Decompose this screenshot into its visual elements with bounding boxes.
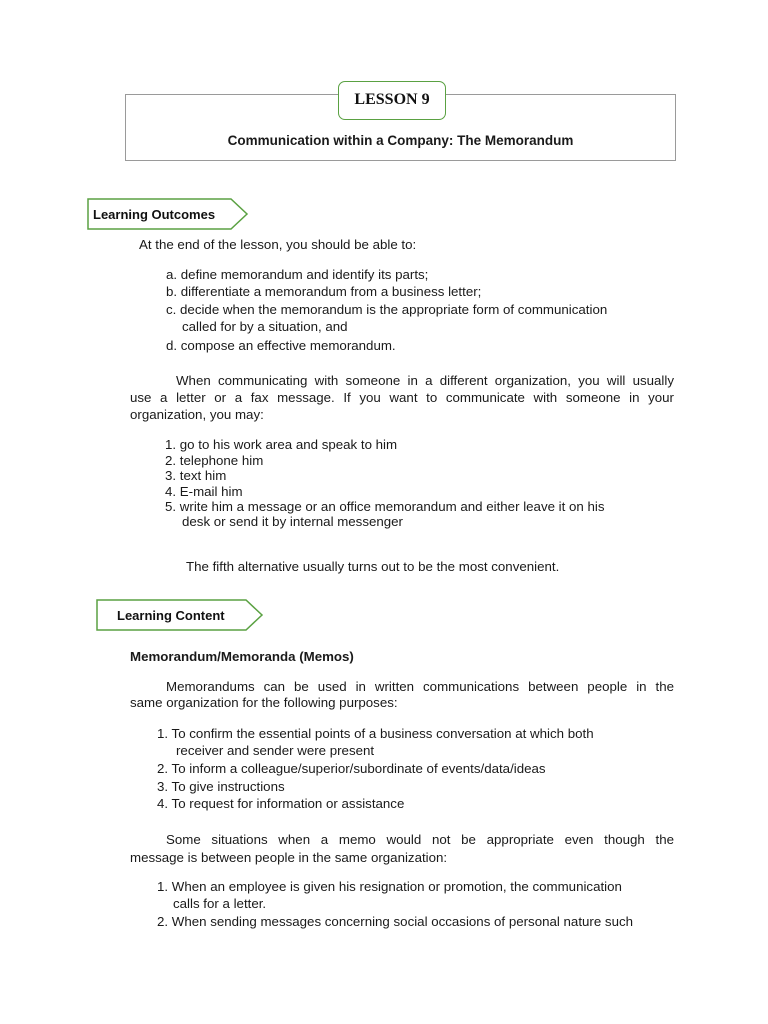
outcome-item: a. define memorandum and identify its parts;	[166, 267, 429, 282]
purposes-paragraph-line: Memorandums can be used in written communications between people in the	[166, 679, 674, 694]
option-item: 4. E-mail him	[165, 484, 243, 499]
outcome-item-continuation: called for by a situation, and	[182, 319, 348, 334]
situation-item: 2. When sending messages concerning social occasions of personal nature such	[157, 914, 634, 929]
situation-item-continuation: calls for a letter.	[173, 896, 267, 911]
intro-paragraph-line: organization, you may:	[130, 407, 264, 422]
option-item-continuation: desk or send it by internal messenger	[182, 514, 403, 529]
purposes-paragraph-line: same organization for the following purposes:	[130, 695, 398, 710]
option-item: 3. text him	[165, 468, 227, 483]
purpose-item: 4. To request for information or assistance	[157, 796, 405, 811]
situations-paragraph-line: message is between people in the same organization:	[130, 850, 448, 865]
lesson-number-label: LESSON 9	[338, 81, 446, 120]
intro-paragraph-line: When communicating with someone in a different organization, you will usually	[176, 373, 674, 388]
purpose-item: 1. To confirm the essential points of a business conversation at which both	[157, 726, 594, 741]
intro-paragraph-line: use a letter or a fax message. If you want to communicate with someone in your	[130, 390, 674, 405]
option-item: 2. telephone him	[165, 453, 264, 468]
situations-paragraph-line: Some situations when a memo would not be appropriate even though the	[166, 832, 674, 847]
option-item: 1. go to his work area and speak to him	[165, 437, 398, 452]
purpose-item: 3. To give instructions	[157, 779, 285, 794]
learning-outcomes-label: Learning Outcomes	[93, 207, 216, 222]
purpose-item-continuation: receiver and sender were present	[176, 743, 375, 758]
outcome-item: c. decide when the memorandum is the appropriate form of communication	[166, 302, 608, 317]
outcomes-intro: At the end of the lesson, you should be able to:	[139, 237, 417, 252]
learning-content-label: Learning Content	[117, 608, 225, 623]
situation-item: 1. When an employee is given his resignation or promotion, the communication	[157, 879, 622, 894]
memorandum-heading: Memorandum/Memoranda (Memos)	[130, 649, 354, 664]
outcome-item: d. compose an effective memorandum.	[166, 338, 396, 353]
fifth-alternative-note: The fifth alternative usually turns out to be the most convenient.	[186, 559, 560, 574]
outcome-item: b. differentiate a memorandum from a business letter;	[166, 284, 482, 299]
option-item: 5. write him a message or an office memorandum and either leave it on his	[165, 499, 605, 514]
purpose-item: 2. To inform a colleague/superior/subordinate of events/data/ideas	[157, 761, 546, 776]
lesson-title: Communication within a Company: The Memorandum	[227, 133, 574, 148]
